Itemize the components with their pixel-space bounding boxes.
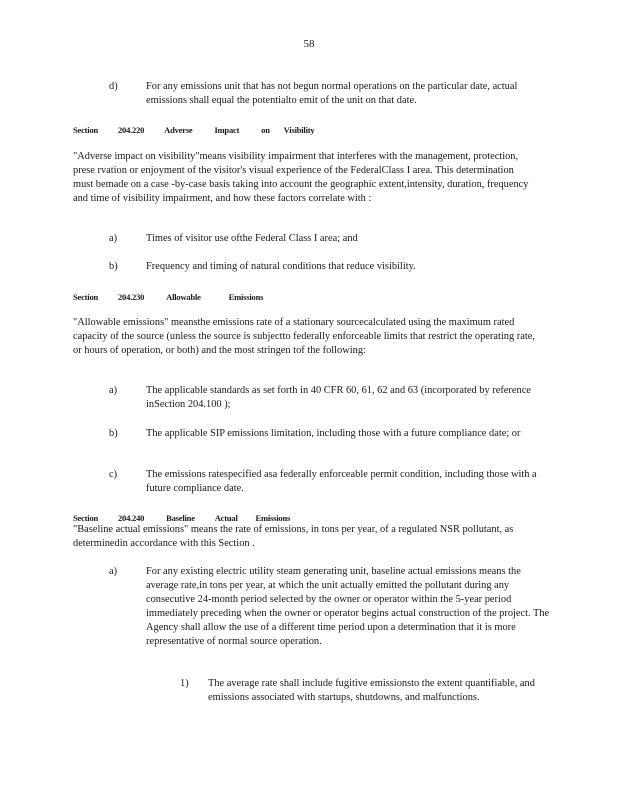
section-number: 204.240 [117, 513, 145, 523]
definition-paragraph: "Baseline actual emissions" means the rate of emissions, in tons per year, of a regulated NSR pollutant, as determinedin accordance with this Section . [73, 524, 514, 549]
item-label: 1) [180, 678, 189, 689]
item-label: d) [109, 81, 118, 92]
section-title-word: Actual [214, 513, 238, 523]
item-label: a) [109, 233, 118, 244]
section-title-word: on [261, 125, 270, 135]
section-title-word: Baseline [166, 513, 195, 523]
section-title-word: Adverse [164, 125, 193, 135]
section-title-word: Allowable [166, 292, 201, 302]
item-text: The emissions ratespecified asa federally enforceable permit condition, including those with a future compliance date. [146, 469, 537, 494]
item-label: c) [109, 469, 118, 480]
item-label: b) [109, 261, 118, 272]
section-title-word: Emissions [255, 513, 291, 523]
definition-paragraph: "Allowable emissions" meansthe emissions rate of a stationary sourcecalculated using the maximum rated capacity of the source (unless the source is subjectto federally enforceable limits that restrict the operating rate, or hours of operation, or both) and the most stringen tof the following: [73, 317, 535, 356]
page-number: 58 [303, 38, 315, 50]
item-text: For any emissions unit that has not begun normal operations on the particular date, actual emissions shall equal the potentialto emit of the unit on that date. [146, 81, 518, 106]
item-text: The applicable SIP emissions limitation, including those with a future compliance date; or [146, 428, 521, 439]
section-number: 204.230 [117, 292, 145, 302]
item-text: Times of visitor use ofthe Federal Class I area; and [146, 233, 358, 244]
section-heading-204-230 [73, 290, 263, 304]
item-text: Frequency and timing of natural conditions that reduce visibility. [146, 261, 416, 272]
section-heading-204-220 [73, 123, 314, 137]
definition-paragraph: "Adverse impact on visibility"means visibility impairment that interferes with the management, protection, prese rvation or enjoyment of the visitor's visual experience of the FederalClass I area. This determination must bemade on a case -by-case basis taking into account the geographic extent,intensity, duration, frequency and time of visibility impairment, and how these factors correlate with : [73, 151, 529, 204]
item-text: The average rate shall include fugitive emissionsto the extent quantifiable, and emissions associated with startups, shutdowns, and malfunctions. [208, 678, 535, 703]
item-label: b) [109, 428, 118, 439]
section-title-word: Impact [214, 125, 240, 135]
section-word: Section [73, 125, 99, 135]
section-title-word: Visibility [283, 125, 315, 135]
item-text: The applicable standards as set forth in 40 CFR 60, 61, 62 and 63 (incorporated by reference inSection 204.100 ); [146, 385, 531, 410]
section-title-word: Emissions [228, 292, 264, 302]
item-label: a) [109, 385, 118, 396]
item-text: For any existing electric utility steam generating unit, baseline actual emissions means the average rate,in tons per year, at which the unit actually emitted the pollutant during any consecutive 24-month period selected by the owner or operator within the 5-year period immediately preceding when the owner or operator begins actual construction of the project. The Agency shall allow the use of a different time period upon a determination that it is more representative of normal source operation. [146, 566, 550, 647]
item-label: a) [109, 566, 118, 577]
section-number: 204.220 [117, 125, 145, 135]
section-word: Section [73, 292, 99, 302]
section-word: Section [73, 513, 99, 523]
